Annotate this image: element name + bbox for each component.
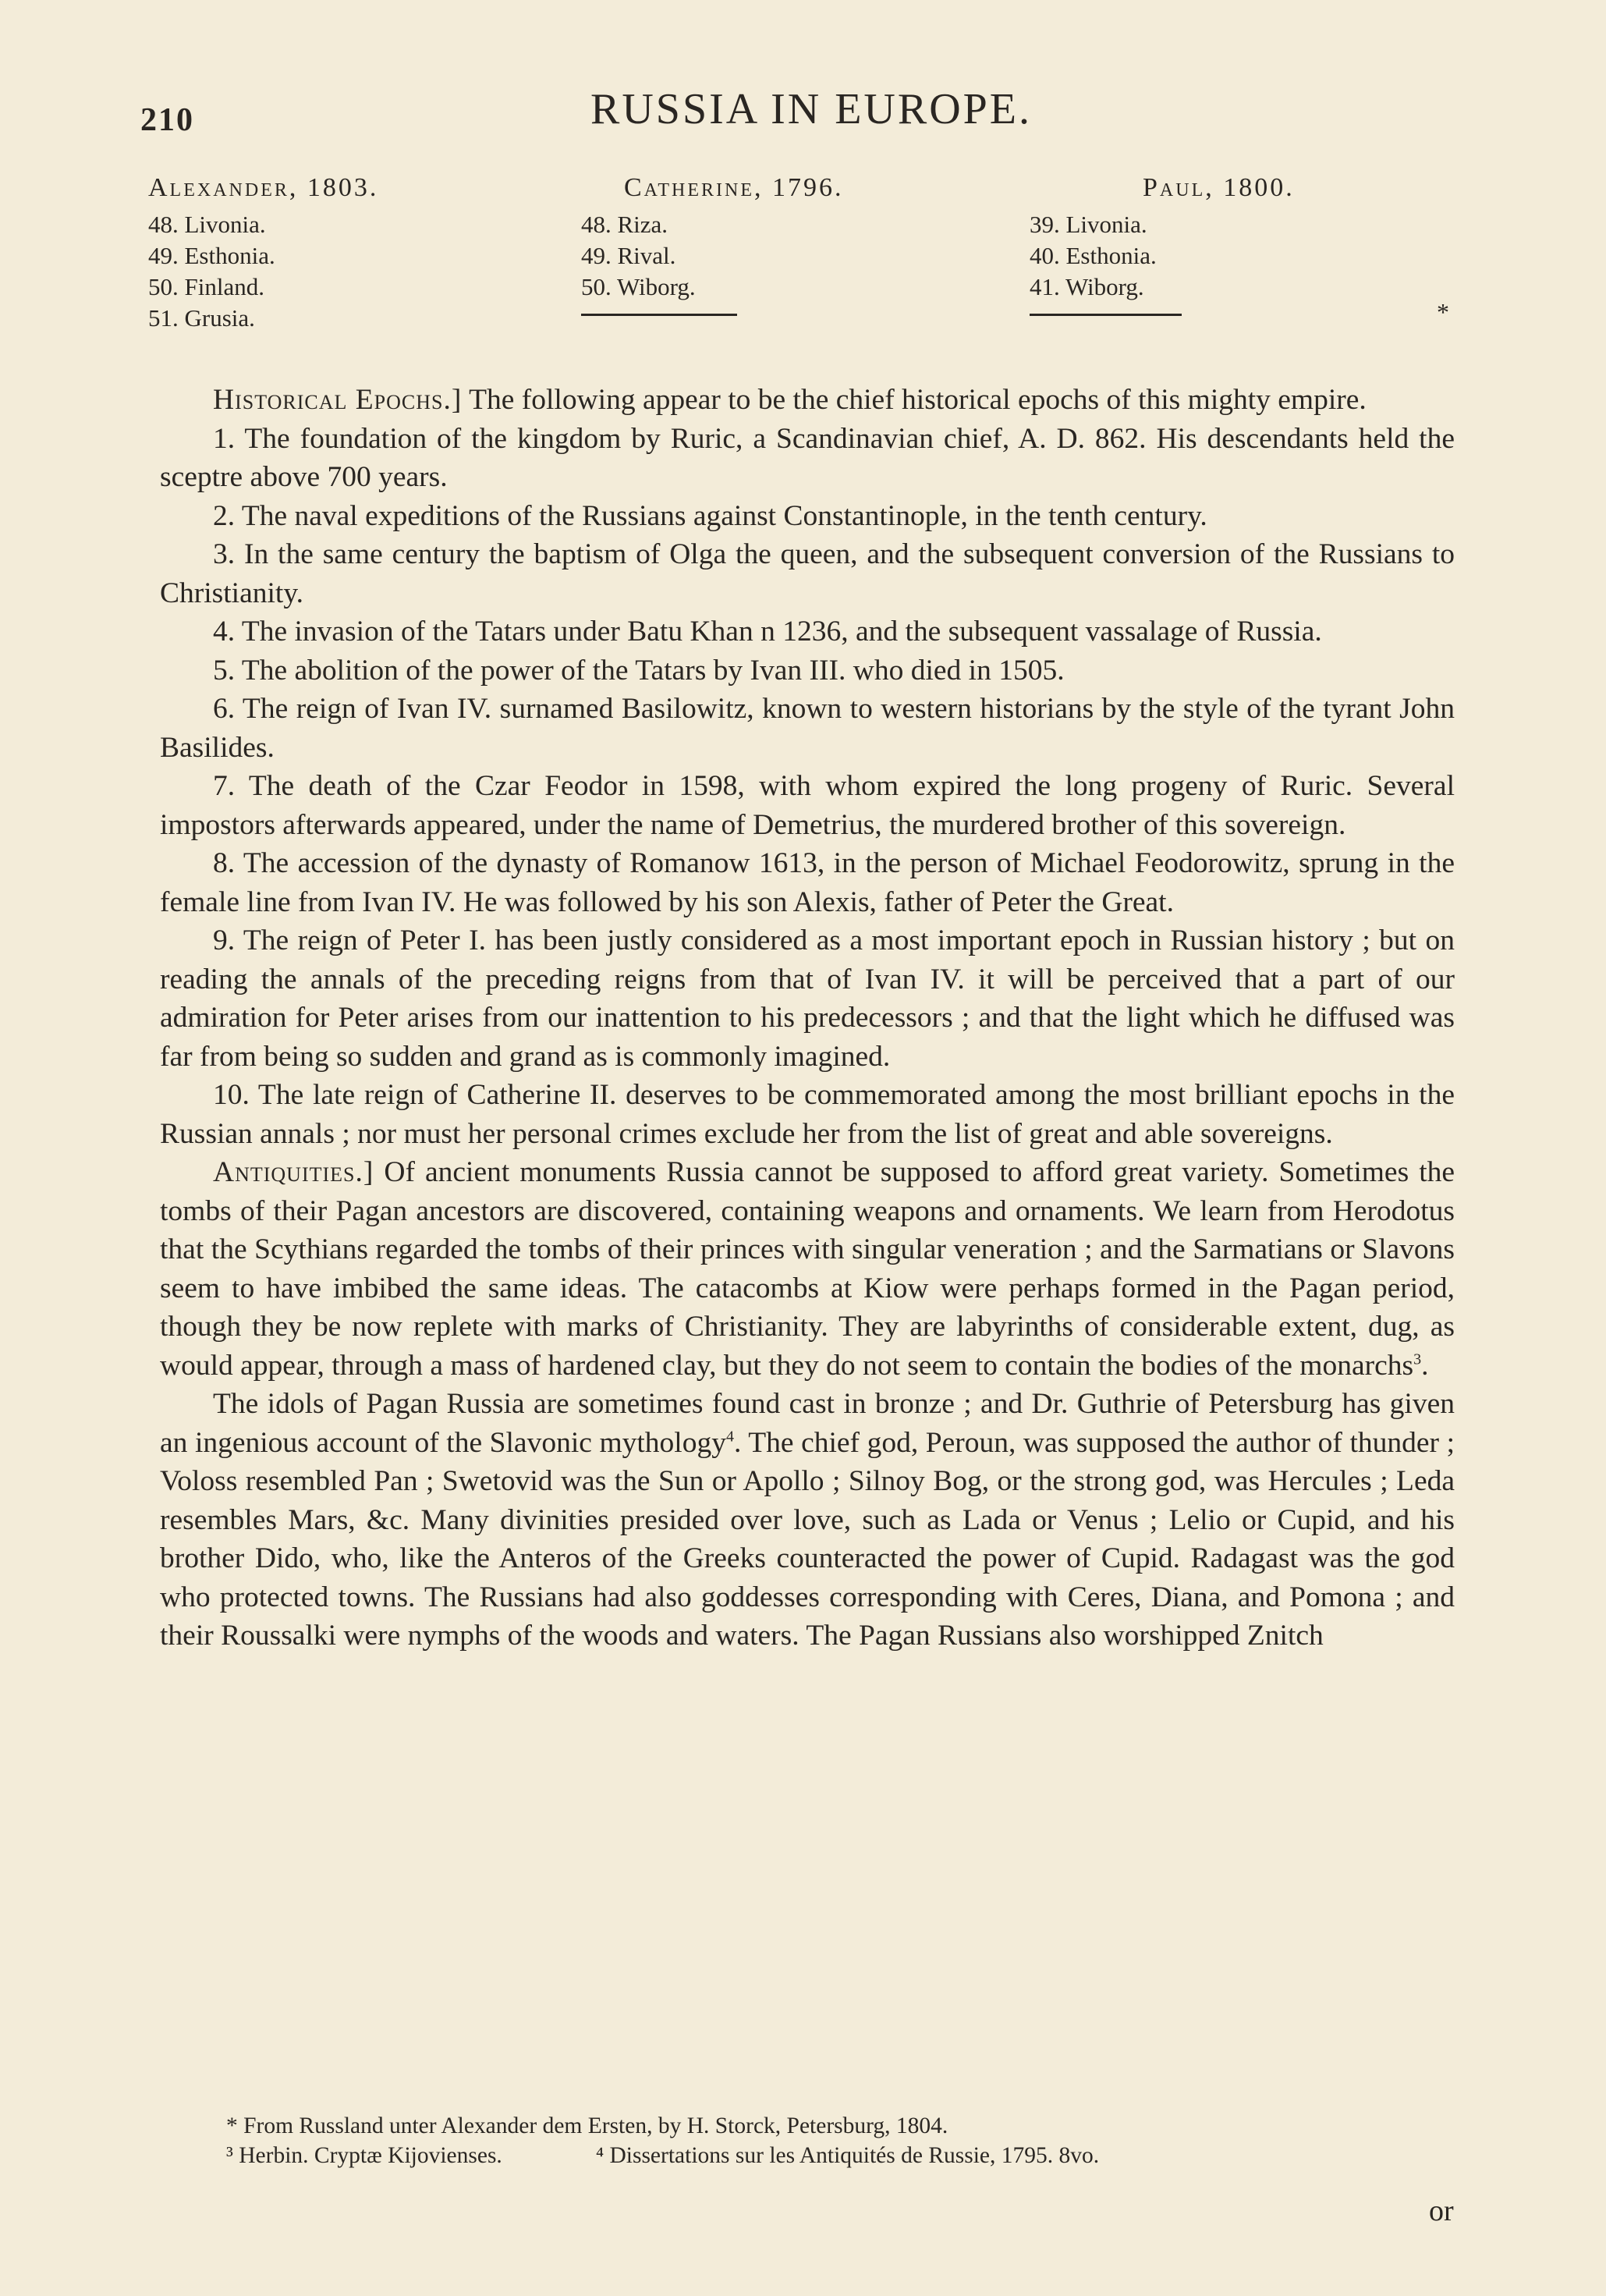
- paragraph-idols: [160, 1385, 1455, 1655]
- list-item: 49. Rival.: [581, 242, 676, 269]
- paragraph-text-end: . The chief god, Peroun, was supposed the author of thunder ; Voloss resembled Pan ; Swetovid was the Sun or Apollo ; Silnoy Bog, or the strong god, was Hercules ; Leda resembles Mars, &c. Many divinities presided over love, such as Lada or Venus ; Lelio or Cupid, and his brother Dido, who, like the Anteros of the Greeks counteracted the power of Cupid. Radagast was the god who protected towns. The Russians had also goddesses corresponding with Ceres, Diana, and Pomona ; and their Roussalki were nymphs of the woods and waters. The Pagan Russians also worshipped Znitch: [160, 1426, 1455, 1652]
- list-item: 48. Riza.: [581, 211, 668, 238]
- epoch-item: 5. The abolition of the power of the Tatars by Ivan III. who died in 1505.: [213, 654, 1065, 687]
- footnote-4: ⁴ Dissertations sur les Antiquités de Russie, 1795. 8vo.: [595, 2143, 1100, 2168]
- governments-table: [148, 173, 1449, 345]
- side-heading: Historical Epochs.]: [213, 384, 463, 416]
- list-item: 41. Wiborg.: [1030, 273, 1144, 300]
- paragraph-historical-epochs: [160, 381, 1455, 420]
- paragraph-text-end: .: [1421, 1349, 1429, 1382]
- page-header: [140, 84, 1482, 147]
- footnote-row: [226, 2141, 1443, 2170]
- list-item: 50. Wiborg.: [581, 273, 696, 300]
- list-item: 51. Grusia.: [148, 304, 255, 332]
- footnote-star: * From Russland unter Alexander dem Ersten, by H. Storck, Petersburg, 1804.: [226, 2113, 948, 2138]
- list-item: 48. Livonia.: [148, 211, 266, 238]
- footnote-ref: 4: [725, 1428, 734, 1445]
- list-item: 49. Esthonia.: [148, 242, 275, 269]
- paragraph-antiquities: [160, 1153, 1455, 1385]
- list-item: 40. Esthonia.: [1030, 242, 1157, 269]
- paragraph-text: The idols of Pagan Russia are sometimes found cast in bronze ; and Dr. Guthrie of Petersburg has given an ingenious account of the Slavonic mythology: [160, 1388, 1455, 1459]
- epoch-item: 1. The foundation of the kingdom by Ruric, a Scandinavian chief, A. D. 862. His descendants held the sceptre above 700 years.: [160, 422, 1455, 493]
- list-item: 39. Livonia.: [1030, 211, 1147, 238]
- paragraph-text: The following appear to be the chief historical epochs of this mighty empire.: [469, 384, 1367, 416]
- column-rule: [581, 314, 737, 316]
- running-title: RUSSIA IN EUROPE.: [590, 85, 1032, 133]
- epoch-item: 2. The naval expeditions of the Russians against Constantinople, in the tenth century.: [213, 499, 1207, 532]
- epoch-item: 9. The reign of Peter I. has been justly considered as a most important epoch in Russian history ; but on reading the annals of the preceding reigns from that of Ivan IV. it will be perceived that a part of our admiration for Peter arises from our inattention to his predecessors ; and that the light which he diffused was far from being so sudden and grand as is commonly imagined.: [160, 924, 1455, 1073]
- column-heading: Paul, 1800.: [1143, 173, 1295, 202]
- table-column-paul: [1030, 173, 1295, 316]
- side-heading: Antiquities.]: [213, 1156, 374, 1188]
- list-item: 50. Finland.: [148, 273, 264, 300]
- footnote-3: ³ Herbin. Cryptæ Kijovienses.: [226, 2143, 502, 2168]
- epoch-item: 6. The reign of Ivan IV. surnamed Basilowitz, known to western historians by the style of the tyrant John Basilides.: [160, 693, 1455, 764]
- table-column-alexander: [148, 173, 476, 334]
- epoch-item: 10. The late reign of Catherine II. deserves to be commemorated among the most brilliant epochs in the Russian annals ; nor must her personal crimes exclude her from the list of great and able sovereigns.: [160, 1079, 1455, 1150]
- main-text: [160, 381, 1455, 1655]
- footnote-ref: 3: [1413, 1350, 1422, 1368]
- page-number: 210: [140, 102, 194, 138]
- epoch-item: 7. The death of the Czar Feodor in 1598, with whom expired the long progeny of Ruric. Several impostors afterwards appeared, under the name of Demetrius, the murdered brother of this sovereign.: [160, 770, 1455, 841]
- catchword: or: [1429, 2195, 1454, 2227]
- table-column-catherine: [581, 173, 844, 316]
- column-rule: [1030, 314, 1182, 316]
- epoch-item: 3. In the same century the baptism of Olga the queen, and the subsequent conversion of the Russians to Christianity.: [160, 538, 1455, 609]
- epoch-item: 8. The accession of the dynasty of Romanow 1613, in the person of Michael Feodorowitz, sprung in the female line from Ivan IV. He was followed by his son Alexis, father of Peter the Great.: [160, 847, 1455, 918]
- column-heading: Catherine, 1796.: [624, 173, 844, 202]
- epoch-item: 4. The invasion of the Tatars under Batu Khan n 1236, and the subsequent vassalage of Russia.: [213, 616, 1322, 648]
- paragraph-text: Of ancient monuments Russia cannot be supposed to afford great variety. Sometimes the tombs of their Pagan ancestors are discovered, containing weapons and ornaments. We learn from Herodotus that the Scythians regarded the tombs of their princes with singular veneration ; and the Sarmatians or Slavons seem to have imbibed the same ideas. The catacombs at Kiow were perhaps formed in the Pagan period, though they be now replete with marks of Christianity. They are labyrinths of considerable extent, dug, as would appear, through a mass of hardened clay, but they do not seem to contain the bodies of the monarchs: [160, 1156, 1455, 1382]
- column-heading: Alexander, 1803.: [148, 173, 379, 202]
- footnotes: [226, 2111, 1443, 2170]
- footnote-marker: *: [1437, 298, 1449, 326]
